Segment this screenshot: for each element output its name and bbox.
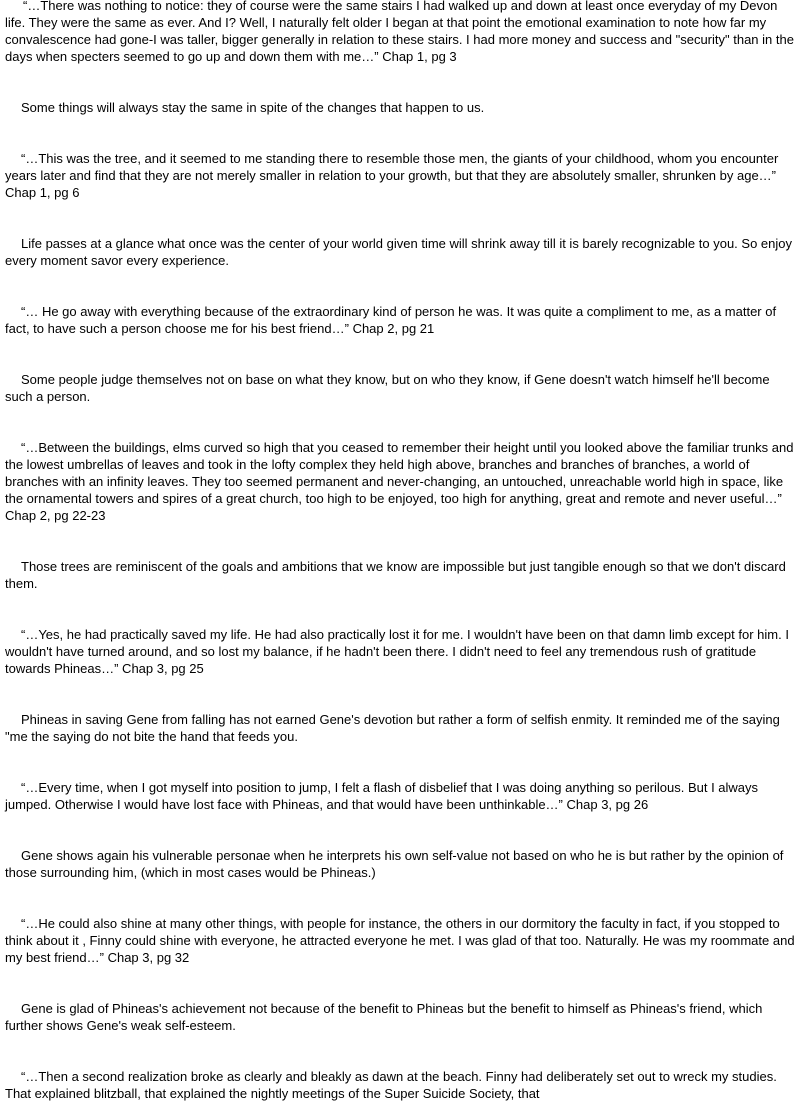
quote-paragraph-2: “…This was the tree, and it seemed to me standing there to resemble those men, the giants of your childhood, whom you encounter years later and find that they are not merely smaller in relation to your growth, but that they are absolutely smaller, shrunken by age…” Chap 1, pg 6 [5,151,779,200]
response-paragraph-6: Gene shows again his vulnerable personae when he interprets his own self-value not based on who he is but rather by the opinion of those surrounding him, (which in most cases would be Phineas.) [5,848,784,880]
quote-paragraph-5: “…Yes, he had practically saved my life. He had also practically lost it for me. I wouldn't have been on that damn limb except for him. I wouldn't have turned around, and so lost my balance, if he hadn't been there. I didn't need to feel any tremendous rush of gratitude towards Phineas…” Chap 3, pg 25 [5,627,789,676]
response-paragraph-2: Life passes at a glance what once was the center of your world given time will shrink away till it is barely recognizable to you. So enjoy every moment savor every experience. [5,236,792,268]
quote-paragraph-3: “… He go away with everything because of the extraordinary kind of person he was. It was quite a compliment to me, as a matter of fact, to have such a person choose me for his best friend…” Chap 2, pg 21 [5,304,777,336]
response-paragraph-3: Some people judge themselves not on base on what they know, but on who they know, if Gene doesn't watch himself he'll become such a person. [5,372,770,404]
quote-paragraph-7: “…He could also shine at many other things, with people for instance, the others in our dormitory the faculty in fact, if you stopped to think about it , Finny could shine with everyone, he attracted everyone he met. I was glad of that too. Naturally. He was my roommate and my best friend…” Chap 3, pg 32 [5,916,795,965]
quote-paragraph-1: “…There was nothing to notice: they of course were the same stairs I had walked up and down at least once everyday of my Devon life. They were the same as ever. And I? Well, I naturally felt older I began at that point the emotional examination to note how far my convalescence had gone-I was taller, bigger generally in relation to these stairs. I had more money and success and "security" than in the days when specters seemed to go up and down them with me…” Chap 1, pg 3 [5,0,794,64]
quote-paragraph-8: “…Then a second realization broke as clearly and bleakly as dawn at the beach. Finny had deliberately set out to wreck my studies. That explained blitzball, that explained the nightly meetings of the Super Suicide Society, that [5,1069,777,1101]
quote-paragraph-4: “…Between the buildings, elms curved so high that you ceased to remember their height until you looked above the familiar trunks and the lowest umbrellas of leaves and took in the lofty complex they held high above, branches and branches of branches, a world of branches with an infinity leaves. They too seemed permanent and never-changing, an untouched, unreachable world high in space, like the ornamental towers and spires of a great church, too high to be enjoyed, too high for anything, great and remote and never useful…” Chap 2, pg 22-23 [5,440,794,523]
quote-paragraph-6: “…Every time, when I got myself into position to jump, I felt a flash of disbelief that I was doing anything so perilous. But I always jumped. Otherwise I would have lost face with Phineas, and that would have been unthinkable…” Chap 3, pg 26 [5,780,759,812]
response-paragraph-5: Phineas in saving Gene from falling has not earned Gene's devotion but rather a form of selfish enmity. It reminded me of the saying "me the saying do not bite the hand that feeds you. [5,712,780,744]
response-paragraph-4: Those trees are reminiscent of the goals and ambitions that we know are impossible but just tangible enough so that we don't discard them. [5,559,786,591]
response-paragraph-7: Gene is glad of Phineas's achievement not because of the benefit to Phineas but the benefit to himself as Phineas's friend, which further shows Gene's weak self-esteem. [5,1001,763,1033]
response-paragraph-1: Some things will always stay the same in spite of the changes that happen to us. [21,100,485,115]
